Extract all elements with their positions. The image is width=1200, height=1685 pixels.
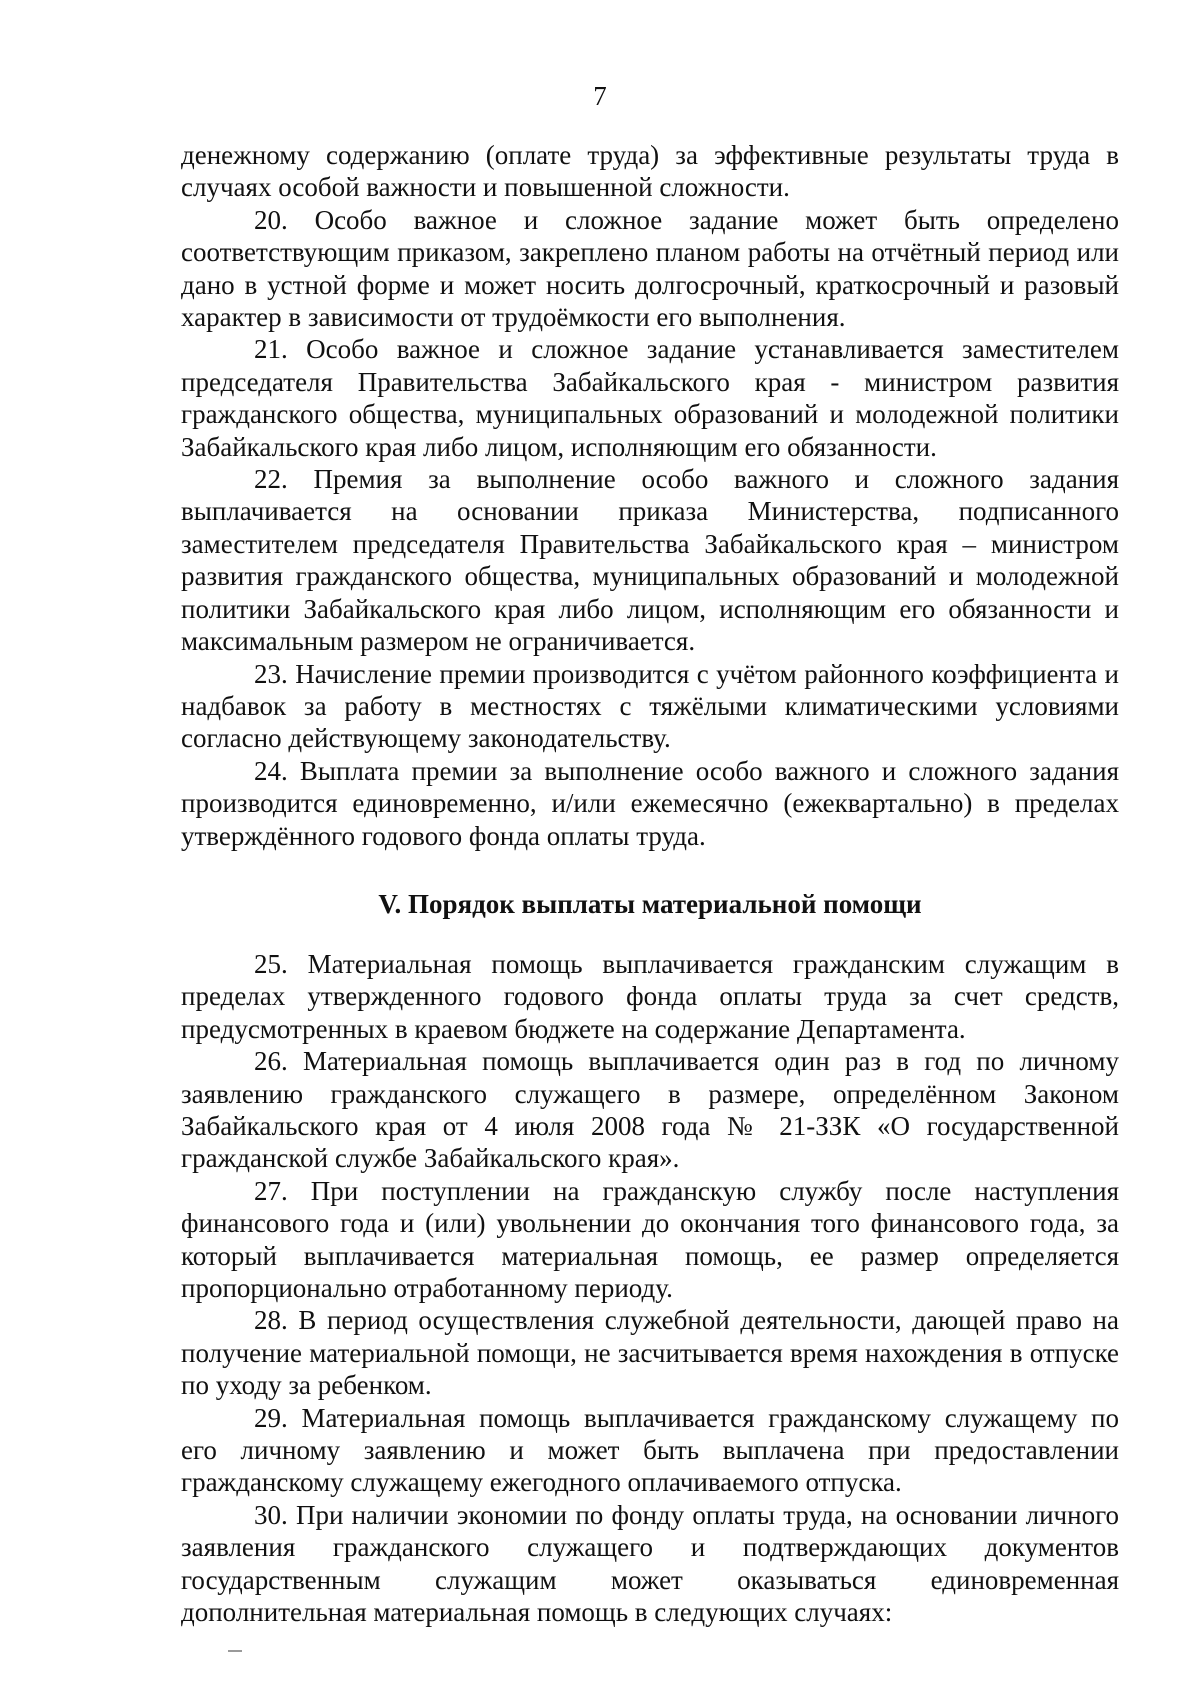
page-number: 7 (593, 81, 607, 111)
paragraph-23: 23. Начисление премии производится с учётом районного коэффициента и надбавок за работу в местностях с тяжёлыми климатическими условиями согласно действующему законодательству. (181, 658, 1119, 754)
paragraph-30: 30. При наличии экономии по фонду оплаты труда, на основании личного заявления гражданского служащего и подтверждающих документов государственным служащим может оказываться единовременная дополнительная материальная помощь в следующих случаях: (181, 1499, 1119, 1628)
paragraph-25: 25. Материальная помощь выплачивается гражданским служащим в пределах утвержденного годового фонда оплаты труда за счет средств, предусмотренных в краевом бюджете на содержание Департамента. (181, 948, 1119, 1044)
paragraph-28: 28. В период осуществления служебной деятельности, дающей право на получение материальной помощи, не засчитывается время нахождения в отпуске по уходу за ребенком. (181, 1305, 1119, 1401)
paragraph-24: 24. Выплата премии за выполнение особо важного и сложного задания производится единовременно, и/или ежемесячно (ежеквартально) в пределах утверждённого годового фонда оплаты труда. (181, 755, 1119, 851)
paragraph-26: 26. Материальная помощь выплачивается один раз в год по личному заявлению гражданского служащего в размере, определённом Законом Забайкальского края от 4 июля 2008 года № 21-ЗЗК «О государственной гражданской службе Забайкальского края». (181, 1046, 1119, 1174)
scan-artifact (228, 1650, 242, 1652)
paragraph-22: 22. Премия за выполнение особо важного и сложного задания выплачивается на основании приказа Министерства, подписанного заместителем председателя Правительства Забайкальского края – министром развития гражданского общества, муниципальных образований и молодежной политики Забайкальского края либо лицом, исполняющим его обязанности и максимальным размером не ограничивается. (181, 464, 1119, 657)
paragraph-continuation: денежному содержанию (оплате труда) за эффективные результаты труда в случаях особой важности и повышенной сложности. (181, 140, 1119, 203)
section-heading: V. Порядок выплаты материальной помощи (378, 888, 922, 919)
document-body (181, 139, 1119, 1628)
paragraph-29: 29. Материальная помощь выплачивается гражданскому служащему по его личному заявлению и может быть выплачена при предоставлении гражданскому служащему ежегодного оплачиваемого отпуска. (181, 1402, 1119, 1498)
paragraph-21: 21. Особо важное и сложное задание устанавливается заместителем председателя Правительства Забайкальского края - министром развития гражданского общества, муниципальных образований и молодежной политики Забайкальского края либо лицом, исполняющим его обязанности. (181, 334, 1119, 462)
paragraph-27: 27. При поступлении на гражданскую службу после наступления финансового года и (или) увольнении до окончания того финансового года, за который выплачивается материальная помощь, ее размер определяется пропорционально отработанному периоду. (181, 1175, 1119, 1303)
paragraph-20: 20. Особо важное и сложное задание может быть определено соответствующим приказом, закреплено планом работы на отчётный период или дано в устной форме и может носить долгосрочный, краткосрочный и разовый характер в зависимости от трудоёмкости его выполнения. (181, 204, 1119, 333)
